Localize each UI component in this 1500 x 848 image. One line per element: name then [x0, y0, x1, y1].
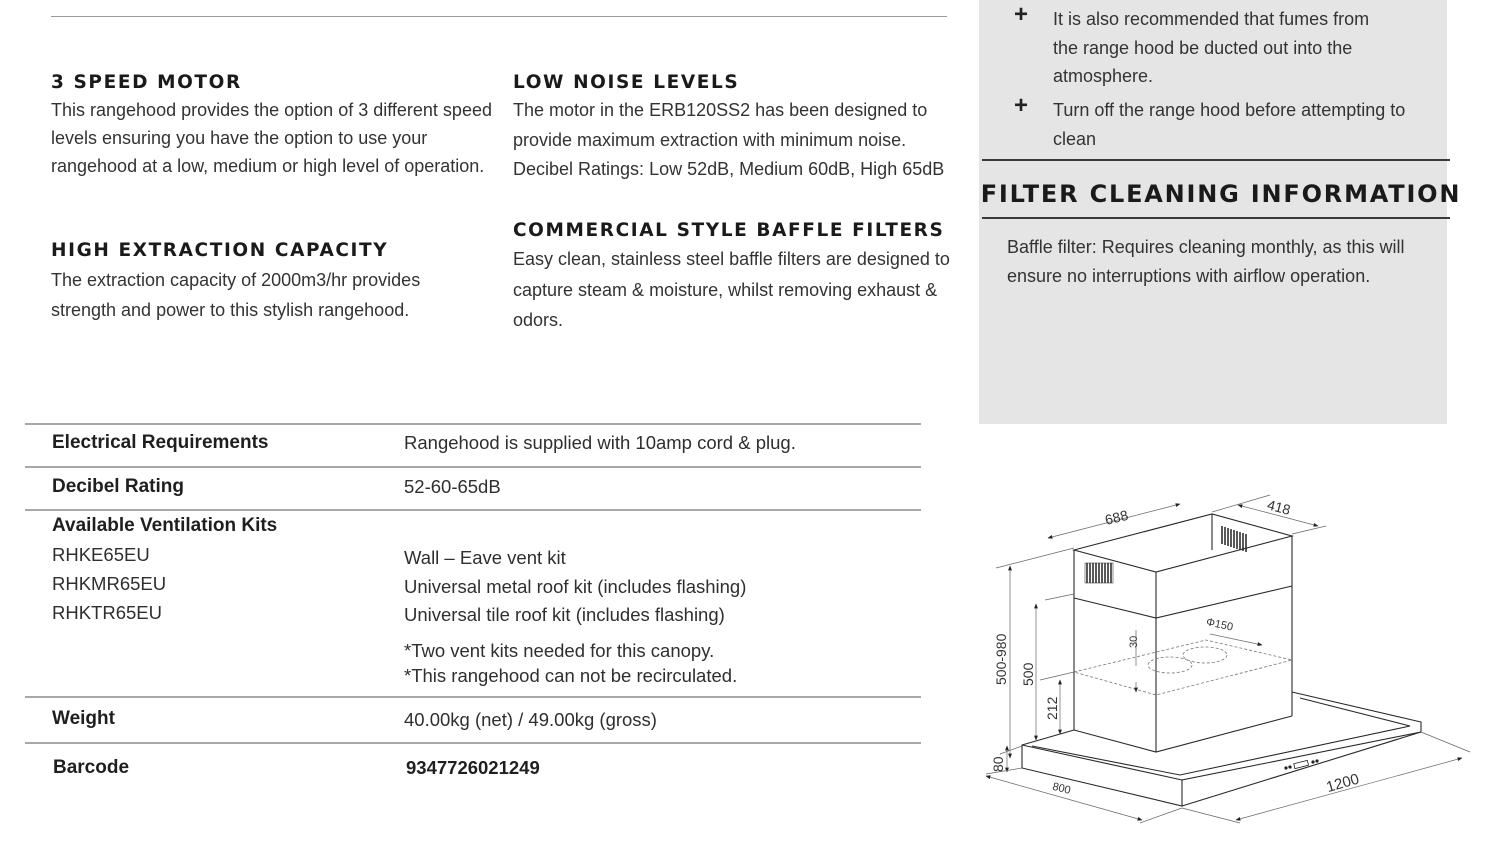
dim-label-1200: 1200: [1324, 770, 1362, 797]
dim-label-688: 688: [1103, 506, 1130, 528]
feature-text: The extraction capacity of 2000m3/hr provides: [51, 270, 421, 290]
spec-value-electrical: Rangehood is supplied with 10amp cord & plug.: [404, 432, 796, 453]
dim-label-30: 30: [1128, 635, 1140, 648]
internal-hidden-lines: [1074, 640, 1292, 695]
table-divider: [25, 509, 921, 511]
panel-divider: [982, 217, 1450, 219]
dimension-line-150: [1210, 634, 1262, 645]
table-divider: [25, 466, 921, 468]
feature-text: Decibel Ratings: Low 52dB, Medium 60dB, High 65dB: [513, 159, 945, 179]
panel-bullet-text: It is also recommended that fumes from: [1053, 9, 1370, 29]
dim-label-500: 500: [1020, 662, 1036, 686]
panel-bullet: [1053, 96, 1405, 153]
dim-label-80: 80: [990, 756, 1006, 772]
feature-title: HIGH EXTRACTION CAPACITY: [51, 240, 389, 261]
feature-text: provide maximum extraction with minimum noise.: [513, 129, 907, 150]
ventilation-note: *This rangehood can not be recirculated.: [404, 665, 738, 686]
panel-bullet-text: Turn off the range hood before attempting to: [1053, 100, 1406, 120]
feature-text: This rangehood provides the option of 3 different speed: [51, 100, 492, 120]
kit-description: Wall – Eave vent kit: [404, 547, 566, 568]
table-divider: [25, 696, 921, 698]
panel-divider: [982, 159, 1450, 161]
filter-cleaning-text: [1007, 233, 1405, 291]
feature-high-extraction: [51, 240, 501, 325]
feature-text: Easy clean, stainless steel baffle filters are designed to: [513, 249, 950, 269]
dim-label-418: 418: [1265, 496, 1293, 518]
kit-description: Universal tile roof kit (includes flashing): [404, 604, 725, 625]
dim-label-212: 212: [1044, 696, 1060, 720]
feature-text: The motor in the ERB120SS2 has been designed to: [513, 100, 928, 120]
panel-bullet-text: atmosphere.: [1053, 66, 1154, 86]
spec-label-electrical: Electrical Requirements: [52, 432, 269, 453]
plus-icon: +: [1014, 92, 1029, 119]
spec-value-barcode: 9347726021249: [406, 757, 540, 778]
chimney-seam: [1074, 586, 1292, 618]
feature-title: LOW NOISE LEVELS: [513, 72, 740, 93]
plus-icon: +: [1014, 1, 1029, 28]
panel-bullet: [1053, 5, 1369, 91]
table-divider: [25, 423, 921, 425]
filter-text-line: ensure no interruptions with airflow operation.: [1007, 266, 1371, 286]
spec-label-weight: Weight: [52, 708, 115, 729]
feature-text: capture steam & moisture, whilst removing exhaust &: [513, 279, 938, 300]
panel-bullet-text: the range hood be ducted out into the: [1053, 37, 1353, 58]
control-panel-icon: [1284, 759, 1318, 769]
feature-text: levels ensuring you have the option to use your: [51, 128, 428, 148]
panel-bullet-text: clean: [1053, 128, 1097, 149]
vent-grille-left: [1085, 563, 1113, 583]
feature-title: COMMERCIAL STYLE BAFFLE FILTERS: [513, 220, 945, 241]
spec-label-decibel: Decibel Rating: [52, 476, 184, 497]
rangehood-dimension-diagram: [970, 490, 1490, 830]
filter-text-line: Baffle filter: Requires cleaning monthly, as this will: [1007, 237, 1405, 257]
feature-text: rangehood at a low, medium or high level of operation.: [51, 156, 485, 176]
canopy-outline: [1022, 692, 1421, 806]
spec-label-ventilation: Available Ventilation Kits: [52, 515, 278, 536]
info-panel: [979, 0, 1462, 424]
feature-baffle-filters: [513, 220, 953, 336]
dim-label-500-980: 500-980: [993, 633, 1009, 685]
feature-low-noise: [513, 72, 953, 185]
spec-value-decibel: 52-60-65dB: [404, 476, 501, 497]
dim-label-150: Φ150: [1205, 616, 1235, 634]
kit-code: RHKMR65EU: [52, 573, 167, 594]
table-divider: [25, 742, 921, 744]
feature-text: strength and power to this stylish rangehood.: [51, 300, 410, 320]
spec-value-weight: 40.00kg (net) / 49.00kg (gross): [404, 709, 657, 730]
top-divider: [51, 16, 947, 17]
dim-label-800: 800: [1051, 780, 1072, 797]
ventilation-note: *Two vent kits needed for this canopy.: [404, 640, 715, 661]
feature-3-speed-motor: [51, 72, 501, 180]
kit-code: RHKTR65EU: [52, 602, 162, 623]
kit-code: RHKE65EU: [52, 544, 150, 565]
vent-grille-right: [1222, 526, 1246, 552]
filter-cleaning-title: FILTER CLEANING INFORMATION: [980, 180, 1462, 208]
kit-description: Universal metal roof kit (includes flashing): [404, 576, 747, 597]
feature-text: odors.: [513, 310, 564, 330]
feature-title: 3 SPEED MOTOR: [51, 72, 242, 93]
spec-label-barcode: Barcode: [53, 757, 130, 778]
